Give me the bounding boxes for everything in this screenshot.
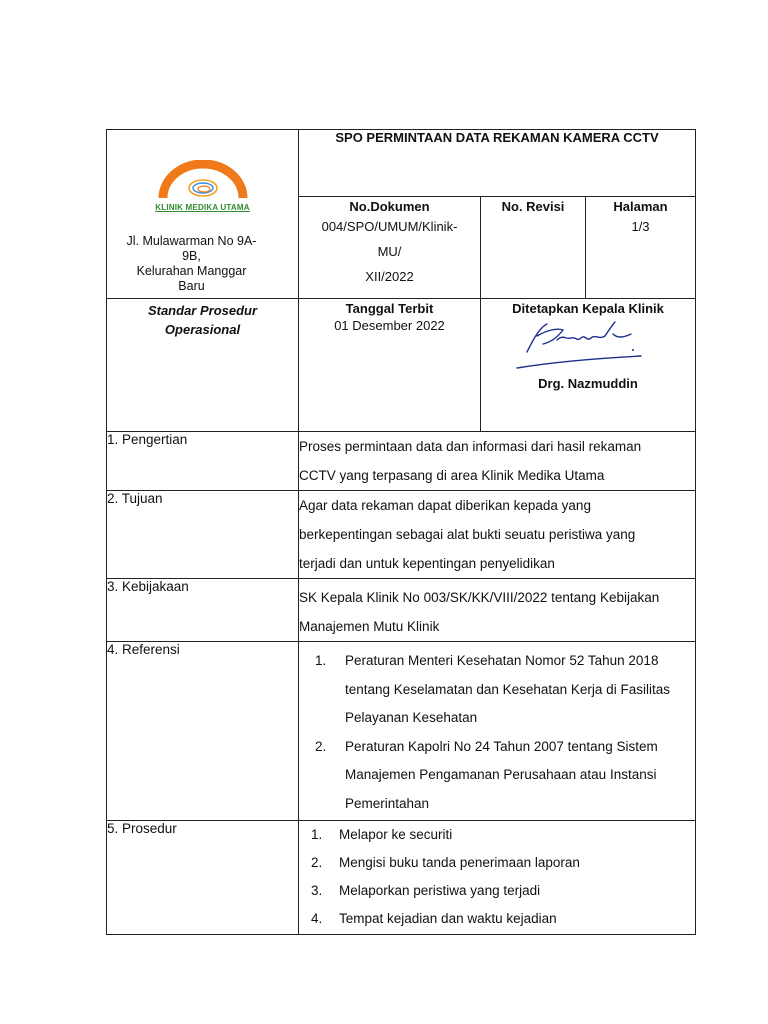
section-label-prosedur: 5. Prosedur bbox=[107, 821, 299, 935]
halaman-cell bbox=[586, 197, 696, 299]
no-revisi-cell bbox=[481, 197, 586, 299]
section-label-tujuan: 2. Tujuan bbox=[107, 491, 299, 579]
list-item-number: 2. bbox=[311, 855, 323, 870]
section-content-referensi bbox=[299, 642, 696, 821]
sop-label-line: Operasional bbox=[164, 322, 241, 337]
content-line: tentang Keselamatan dan Kesehatan Kerja di Fasilitas bbox=[345, 681, 670, 697]
address-line: Kelurahan Manggar bbox=[136, 264, 247, 278]
signature-icon bbox=[513, 318, 663, 374]
list-item-text: Melaporkan peristiwa yang terjadi bbox=[339, 883, 541, 898]
address-line: Baru bbox=[178, 279, 205, 293]
section-content-kebijakan bbox=[299, 579, 696, 642]
no-dokumen-value bbox=[299, 214, 480, 289]
spo-document-table bbox=[106, 129, 696, 935]
list-item bbox=[299, 849, 695, 877]
no-dokumen-line: XII/2022 bbox=[365, 269, 414, 284]
tanggal-terbit-cell bbox=[299, 299, 481, 432]
ditetapkan-label: Ditetapkan Kepala Klinik bbox=[512, 301, 664, 316]
prosedur-list bbox=[299, 821, 695, 933]
list-item-number: 3. bbox=[311, 883, 323, 898]
section-content-pengertian bbox=[299, 432, 696, 491]
logo-text: KLINIK MEDIKA UTAMA bbox=[155, 203, 250, 212]
section-content-prosedur bbox=[299, 821, 696, 935]
content-line: Pelayanan Kesehatan bbox=[345, 710, 478, 725]
sop-label bbox=[107, 299, 298, 339]
section-label-pengertian: 1. Pengertian bbox=[107, 432, 299, 491]
list-item bbox=[299, 821, 695, 849]
content-line: Peraturan Menteri Kesehatan Nomor 52 Tahun 2018 bbox=[345, 653, 659, 668]
list-item-text: Tempat kejadian dan waktu kejadian bbox=[339, 911, 557, 926]
content-line: CCTV yang terpasang di area Klinik Medika Utama bbox=[299, 468, 605, 483]
content-line: Manajemen Pengamanan Perusahaan atau Instansi bbox=[345, 767, 657, 782]
tanggal-terbit-value: 01 Desember 2022 bbox=[334, 318, 445, 333]
halaman-value: 1/3 bbox=[631, 219, 650, 234]
tanggal-terbit-label: Tanggal Terbit bbox=[345, 301, 434, 316]
list-item bbox=[299, 877, 695, 905]
halaman-label: Halaman bbox=[613, 199, 668, 214]
content-line: berkepentingan sebagai alat bukti seuatu peristiwa yang bbox=[299, 527, 636, 542]
content-line: Proses permintaan data dan informasi dari hasil rekaman bbox=[299, 439, 642, 454]
section-label-referensi: 4. Referensi bbox=[107, 642, 299, 821]
clinic-arc-logo-icon bbox=[157, 160, 249, 200]
list-item-text: Melapor ke securiti bbox=[339, 827, 453, 842]
referensi-list bbox=[299, 647, 695, 818]
list-item-number: 1. bbox=[311, 827, 323, 842]
clinic-address bbox=[107, 234, 298, 294]
list-item-text bbox=[345, 733, 658, 819]
sop-label-line: Standar Prosedur bbox=[147, 303, 258, 318]
list-item-number: 2. bbox=[315, 738, 327, 754]
no-dokumen-label: No.Dokumen bbox=[349, 199, 430, 214]
list-item bbox=[299, 647, 695, 733]
clinic-logo bbox=[107, 130, 298, 212]
no-dokumen-cell bbox=[299, 197, 481, 299]
content-line: Peraturan Kapolri No 24 Tahun 2007 tentang Sistem bbox=[345, 738, 658, 754]
address-line: 9B, bbox=[182, 249, 201, 263]
address-line: Jl. Mulawarman No 9A- bbox=[126, 234, 257, 248]
list-item-text bbox=[345, 647, 670, 733]
sop-label-cell bbox=[107, 299, 299, 432]
section-content-tujuan bbox=[299, 491, 696, 579]
document-title: SPO PERMINTAAN DATA REKAMAN KAMERA CCTV bbox=[299, 130, 696, 197]
no-dokumen-line: 004/SPO/UMUM/Klinik- bbox=[321, 219, 458, 234]
approval-cell bbox=[481, 299, 696, 432]
list-item bbox=[299, 905, 695, 933]
content-line: Agar data rekaman dapat diberikan kepada yang bbox=[299, 498, 591, 513]
section-label-kebijakan: 3. Kebijakaan bbox=[107, 579, 299, 642]
signer-name: Drg. Nazmuddin bbox=[538, 376, 638, 391]
content-line: Pemerintahan bbox=[345, 795, 430, 811]
content-line: terjadi dan untuk kepentingan penyelidikan bbox=[299, 556, 555, 571]
no-dokumen-line: MU/ bbox=[377, 244, 402, 259]
content-line: Manajemen Mutu Klinik bbox=[299, 619, 440, 634]
list-item-text: Mengisi buku tanda penerimaan laporan bbox=[339, 855, 580, 870]
list-item-number: 1. bbox=[315, 653, 327, 668]
clinic-identity-cell bbox=[107, 130, 299, 299]
no-revisi-label: No. Revisi bbox=[501, 199, 565, 214]
list-item bbox=[299, 733, 695, 819]
content-line: SK Kepala Klinik No 003/SK/KK/VIII/2022 tentang Kebijakan bbox=[299, 590, 660, 605]
list-item-number: 4. bbox=[311, 911, 323, 926]
